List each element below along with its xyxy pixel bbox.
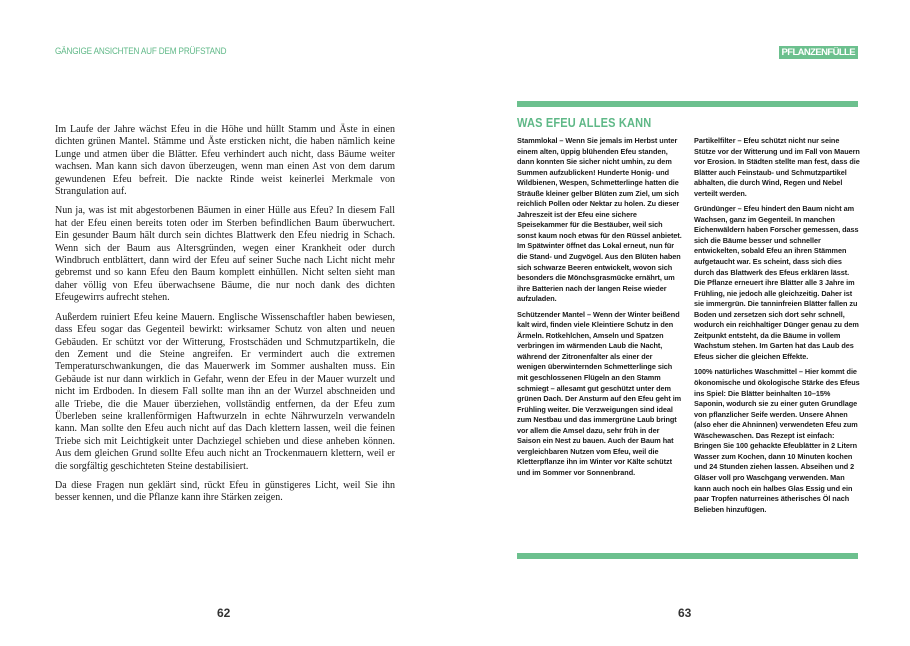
page-number: 63 (678, 606, 692, 620)
box-paragraph: Stammlokal – Wenn Sie jemals im Herbst unter einem alten, üppig blühenden Efeu standen, dann konnten Sie sicher nicht umhin, zu dem Summen aufzublicken! Hunderte Honig- und Wildbienen, Wespen, Schmetterlinge hatten die Sträuße kleiner gelber Blüten zum Ziel, um sich reichlich Pollen oder Nektar zu holen. Zu dieser Jahreszeit ist der Efeu eine sichere Speisekammer für die Bestäuber, weil sich sonst kaum noch etwas für den Rüssel anbietet. Im Spätwinter öffnet das Lokal erneut, nun für die Stand- und Zugvögel. Aus den Blüten haben sich schwarze Beeren entwickelt, wovon sich besonders die Mönchsgrasmücke ernährt, um ihre Batterien nach der langen Reise wieder aufzuladen. (517, 136, 682, 304)
box-column-1 (517, 136, 683, 484)
paragraph: Im Laufe der Jahre wächst Efeu in die Höhe und hüllt Stamm und Äste in einen dichten grünen Mantel. Stämme und Äste ersticken nicht, die haben nämlich keine Lunge und atmen über die Blätter. Efeu verhindert auch nicht, dass Bäume weiter wachsen. Man kann sich davon überzeugen, wenn man einen Ast von dem darum gewundenen Efeu befreit. Die nackte Rinde weist keinerlei Merkmale von Strangulation auf. (55, 124, 395, 198)
body-text (55, 124, 395, 512)
box-paragraph: Schützender Mantel – Wenn der Winter beißend kalt wird, finden viele Kleintiere Schutz in den Ärmeln. Rotkehlchen, Amseln und Spatzen verbringen im wärmenden Laub die Nacht, während der Zitronenfalter als einer der wenigen überwinternden Schmetterlinge sich mit geschlossenen Flügeln an den Stamm schmiegt – allesamt gut geschützt unter dem grünen Dach. Der Ansturm auf den Efeu geht im Frühling weiter. Die Verzweigungen sind ideal zum Nestbau und das immergrüne Laub bringt vor allem die Amsel dazu, sehr früh in der Saison ein Nest zu bauen. Auch der Baum hat vergleichbaren Nutzen vom Efeu, weil die Kletterpflanze ihn im Winter vor Kälte schützt und im Sommer vor Sonnenbrand. (517, 309, 682, 477)
section-badge: PFLANZENFÜLLE (779, 46, 858, 59)
paragraph: Außerdem ruiniert Efeu keine Mauern. Englische Wissenschaftler haben bewiesen, dass Efeu sogar das Gegenteil bewirkt: wirksamer Schutz von alten und neuen Gebäuden. Er schützt vor der Witterung, Frostschäden und Schmutzpartikeln, die den Zement und die Steine angreifen. Er vermindert auch die extremen Temperaturschwankungen, die das Mauerwerk im Sommer aushalten muss. Ein Gebäude ist nur dann wirklich in Gefahr, wenn der Efeu in der Mauer wurzelt und nicht im Erdboden. In diesem Fall sollte man ihn an der Wurzel abschneiden und alle Triebe, die die Mauer überziehen, vollständig entfernen, da der Efeu zum Überleben seine krallenförmigen Haftwurzeln in echte Nährwurzeln verwandeln kann. Man sollte den Efeu auch nicht auf das Dach klettern lassen, weil die feinen Triebe sich mit Leichtigkeit unter Dachziegel schieben und diese anheben können. Aus dem gleichen Grund sollte Efeu auch nicht an Trockenmauern klettern, weil er die sorgfältig geschichteten Steine destabilisiert. (55, 311, 395, 472)
page-number: 62 (217, 606, 231, 620)
box-bottom-rule (517, 553, 858, 559)
running-head: GÄNGIGE ANSICHTEN AUF DEM PRÜFSTAND (55, 46, 227, 57)
paragraph: Da diese Fragen nun geklärt sind, rückt Efeu in günstigeres Licht, weil Sie ihn besser kennen, und die Pflanze kann ihre Stärken zeigen. (55, 479, 395, 504)
box-title: WAS EFEU ALLES KANN (517, 116, 652, 130)
box-top-rule (517, 101, 858, 107)
box-paragraph: 100% natürliches Waschmittel – Hier kommt die ökonomische und ökologische Stärke des Efeus ins Spiel: Die Blätter beinhalten 10–15% Saponin, wodurch sie zu einer guten Grundlage von pflanzlicher Seife werden. Unsere Ahnen (also eher die Ahninnen) verwendeten Efeu zum Wäschewaschen. Das Rezept ist einfach: Bringen Sie 100 gehackte Efeublätter in 2 Litern Wasser zum Kochen, dann 10 Minuten kochen und 24 Stunden ziehen lassen. Abseihen und 2 Gläser voll pro Waschgang verwenden. Man kann auch noch ein halbes Glas Essig und ein paar Tropfen naturreines ätherisches Öl nach Belieben hinzufügen. (694, 367, 860, 514)
box-paragraph: Partikelfilter – Efeu schützt nicht nur seine Stütze vor der Witterung und im Fall von Mauern vor Erosion. In Städten stellte man fest, dass die Blätter auch Feinstaub- und Schmutzpartikel abhalten, die durch Wind, Regen und Nebel verteilt werden. (694, 136, 860, 198)
box-paragraph: Gründünger – Efeu hindert den Baum nicht am Wachsen, ganz im Gegenteil. In manchen Eichenwäldern haben Forscher gemessen, dass sich die Bäume besser und schneller entwickelten, sobald Efeu an ihren Stämmen aufgetaucht war. Es scheint, dass sich dies durch das Blattwerk des Efeus erklären lässt. Die Pflanze erneuert ihre Blätter alle 3 Jahre im Frühling, nie jedoch alle gleichzeitig. Daher ist sie immergrün. Die tanninfreien Blätter fallen zu Boden und zersetzen sich dort sehr schnell, wodurch ein reichhaltiger Dünger genau zu dem Zeitpunkt entsteht, da die Bäume in vollem Wachstum stehen. Im Garten hat das Laub des Efeus sicher die gleichen Effekte. (694, 204, 859, 361)
box-column-2 (694, 136, 860, 520)
paragraph: Nun ja, was ist mit abgestorbenen Bäumen in einer Hülle aus Efeu? In diesem Fall hat der Efeu einen bereits toten oder im Sterben befindlichen Baum überwuchert. Ein gesunder Baum hält durch sein dichtes Blattwerk den Efeu niedrig in Schach. Wenn sich der Baum aus Altersgründen, wegen einer Krankheit oder durch Windbruch entblättert, dann wird der Efeu auf seiner Suche nach Licht nicht mehr gebremst und so kann Efeu den Baum komplett einhüllen. Nicht selten sieht man daher völlig von Efeu überwachsene Bäume, die nur noch dank des dichten Efeugewirrs aufrecht stehen. (55, 205, 395, 304)
